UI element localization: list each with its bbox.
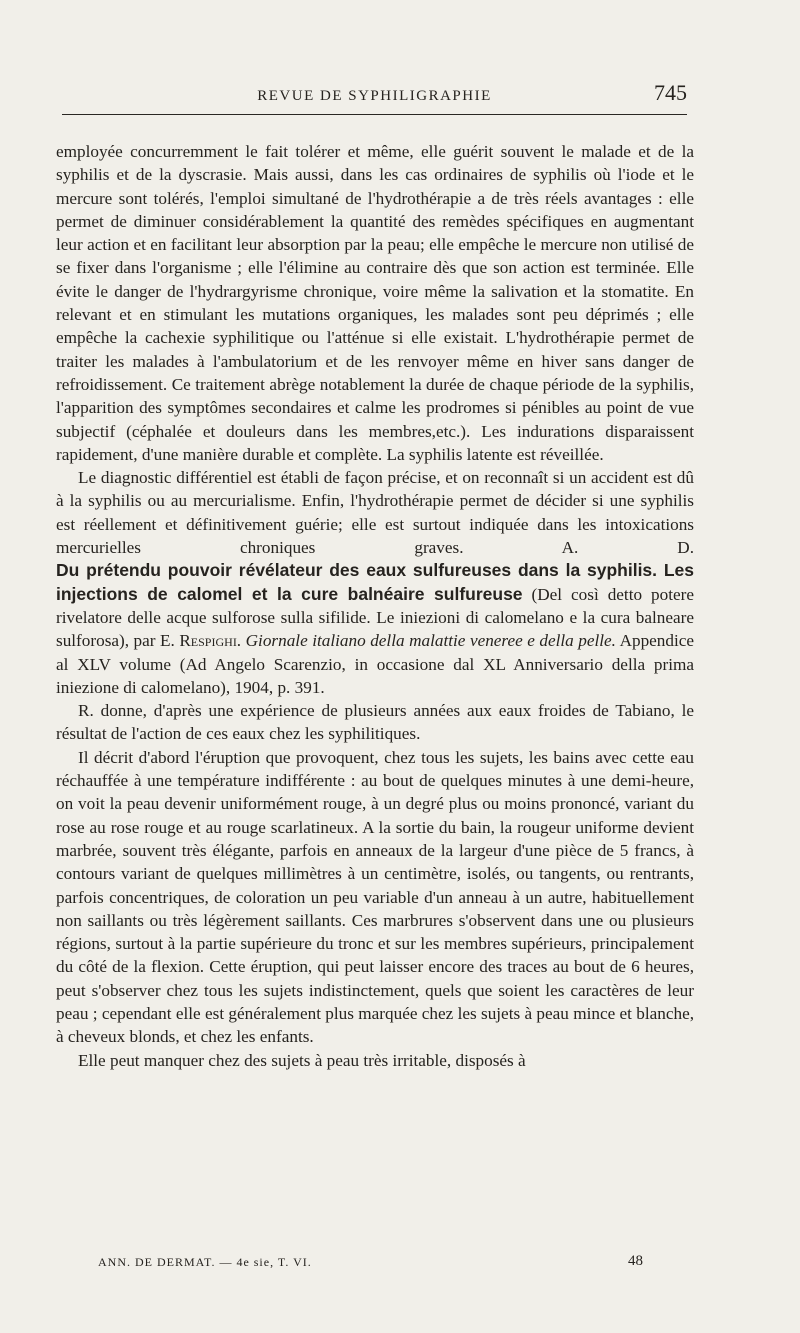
page-body xyxy=(56,140,694,1072)
article-italian-title: (Del così detto potere rivelatore delle acque sulforose sulla sifilide. Le iniezioni di calomelano e la cura balneare sulforosa), par E. xyxy=(56,584,694,651)
page-header xyxy=(62,80,687,115)
running-head: REVUE DE SYPHILIGRAPHIE xyxy=(257,88,492,104)
paragraph-continuation: Elle peut manquer chez des sujets à peau très irritable, disposés à xyxy=(78,1050,526,1070)
paragraph-diagnosis-last-word: graves. xyxy=(414,538,464,558)
paragraph-hydrotherapy-benefits: employée concurremment le fait tolérer et même, elle guérit souvent le malade et de la syphilis et de la dyscrasie. Mais aussi, dans les cas ordinaires de syphilis où l'iode et le mercure sont tolérés, l'emploi simultané de l'hydrothérapie a de très réels avantages : elle permet de diminuer considérablement la quantité des remèdes spécifiques en augmentant leur action et en facilitant leur absorption par la peau; elle empêche le mercure non utilisé de se fixer dans l'organisme ; elle l'élimine au contraire dès que son action est terminée. Elle évite le danger de l'hydrargyrisme chronique, voire même la salivation et la stomatite. En relevant et en stimulant les mutations organiques, les malades sont peu déprimés ; elle empêche la cachexie syphilitique ou l'atténue si elle existait. L'hydrothérapie permet de traiter les malades à l'ambulatorium et de les renvoyer même en hiver sans danger de refroidissement. Ce traitement abrège notablement la durée de chaque période de la syphilis, l'apparition des symptômes secondaires et calme les prodromes si pénibles au point de vue subjectif (céphalée et douleurs dans les membres,etc.). Les indurations disparaissent rapidement, d'une manière durable et complète. La syphilis latente est réveillée. xyxy=(56,142,694,464)
footer-journal-ref: ANN. DE DERMAT. — 4e sie, T. VI. xyxy=(98,1255,312,1269)
article-citation: Appendice al XLV volume (Ad Angelo Scarenzio, in occasione dal XL Anniversario della prima iniezione di calomelano), 1904, p. 391. xyxy=(56,631,695,697)
paragraph-diagnosis-text: Le diagnostic différentiel est établi de façon précise, et on reconnaît si un accident est dû à la syphilis ou au mercurialisme. Enfin, l'hydrothérapie permet de décider si une syphilis est réellement et définitivement guérie; elle est surtout indiquée dans les intoxications mercurielles chroniques xyxy=(56,468,694,558)
page-footer xyxy=(98,1255,643,1275)
paragraph-diagnosis xyxy=(56,466,694,559)
page-number: 745 xyxy=(654,80,687,105)
paragraph-eruption: Il décrit d'abord l'éruption que provoquent, chez tous les sujets, les bains avec cette eau réchauffée à une température indifférente : au bout de quelques minutes à une demi-heure, on voit la peau devenir uniformément rouge, à un degré plus ou moins prononcé, variant du rose au rose rouge et au rouge scarlatineux. A la sortie du bain, la rougeur uniforme devient marbrée, souvent très élégante, parfois en anneaux de la largeur d'une pièce de 5 francs, à contours variant de quelques millimètres à un centimètre, isolés, ou tangents, ou rentrants, parfois concentriques, de coloration un peu variable d'un anneau à un autre, habituellement non saillants ou très légèrement saillants. Ces marbrures s'observent dans une ou plusieurs régions, surtout à la partie supérieure du tronc et sur les membres supérieurs, principalement du côté de la flexion. Cette éruption, qui peut laisser encore des traces au bout de 6 heures, peut s'observer chez tous les sujets indistinctement, quels que soient les caractères de leur peau ; cependant elle est généralement plus marquée chez les sujets à peau mince et blanche, à cheveux blonds, et chez les enfants. xyxy=(56,747,694,1047)
article-author: Respighi. xyxy=(179,631,242,651)
article-journal: Giornale italiano della malattie veneree e della pelle. xyxy=(245,631,616,651)
article-heading xyxy=(56,559,694,699)
article-title: Du prétendu pouvoir révélateur des eaux sulfureuses dans la syphilis. Les injections de calomel et la cure balnéaire sulfureuse xyxy=(56,560,694,604)
footer-signature-mark: 48 xyxy=(628,1253,643,1269)
review-signature: A. D. xyxy=(561,538,694,558)
paragraph-tabiano: R. donne, d'après une expérience de plusieurs années aux eaux froides de Tabiano, le résultat de l'action de ces eaux chez les syphilitiques. xyxy=(56,701,694,744)
